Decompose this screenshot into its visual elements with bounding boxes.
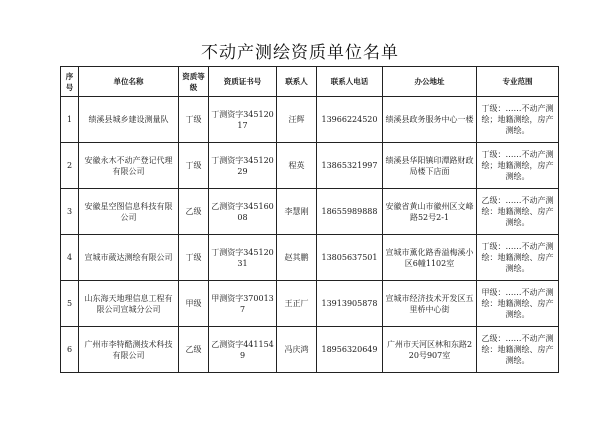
cell-grade: 甲级 [179, 281, 209, 327]
cell-grade: 丁级 [179, 97, 209, 143]
cell-grade: 乙级 [179, 189, 209, 235]
table-row [61, 97, 559, 143]
table-row [61, 327, 559, 373]
header-contact: 联系人 [277, 67, 317, 97]
cell-phone: 18655989888 [317, 189, 383, 235]
cell-phone: 13865321997 [317, 143, 383, 189]
cell-contact: 王正厂 [277, 281, 317, 327]
header-phone: 联系人电话 [317, 67, 383, 97]
cell-phone: 18956320649 [317, 327, 383, 373]
cell-scope: 乙级：……不动产测绘：地籍测绘、房产测绘。 [477, 189, 559, 235]
cell-scope: 乙级：……不动产测绘：地籍测绘、房产测绘。 [477, 327, 559, 373]
cell-seq: 4 [61, 235, 79, 281]
table-row [61, 235, 559, 281]
cell-name: 山东海天地理信息工程有限公司宣城分公司 [79, 281, 179, 327]
cell-seq: 6 [61, 327, 79, 373]
header-name: 单位名称 [79, 67, 179, 97]
cell-seq: 5 [61, 281, 79, 327]
cell-scope: 甲级：……不动产测绘：地籍测绘、房产测绘。 [477, 281, 559, 327]
cell-name: 安徽永木不动产登记代理有限公司 [79, 143, 179, 189]
cell-contact: 程英 [277, 143, 317, 189]
cell-cert: 乙测资字34516008 [209, 189, 277, 235]
header-seq: 序号 [61, 67, 79, 97]
cell-address: 广州市天河区林和东路220号907室 [383, 327, 477, 373]
cell-grade: 丁级 [179, 235, 209, 281]
table-row [61, 189, 559, 235]
cell-cert: 丁测资字34512031 [209, 235, 277, 281]
cell-phone: 13913905878 [317, 281, 383, 327]
cell-cert: 丁测资字34512017 [209, 97, 277, 143]
cell-phone: 13966224520 [317, 97, 383, 143]
cell-grade: 丁级 [179, 143, 209, 189]
cell-address: 安徽省黄山市徽州区文峰路52号2-1 [383, 189, 477, 235]
cell-scope: 丁级：……不动产测绘；地籍测绘，房产测绘。 [477, 97, 559, 143]
header-scope: 专业范围 [477, 67, 559, 97]
cell-cert: 丁测资字34512029 [209, 143, 277, 189]
cell-cert: 乙测资字4411549 [209, 327, 277, 373]
cell-address: 绩溪县华阳镇印潭路财政局楼下店面 [383, 143, 477, 189]
qualification-table [60, 66, 559, 373]
cell-contact: 冯庆鸿 [277, 327, 317, 373]
cell-address: 绩溪县政务服务中心一楼 [383, 97, 477, 143]
cell-address: 宣城市薰化路香溢梅溪小区6幢1102室 [383, 235, 477, 281]
header-grade: 资质等级 [179, 67, 209, 97]
cell-scope: 丁级：……不动产测绘；地籍测绘，房产测绘。 [477, 143, 559, 189]
header-address: 办公地址 [383, 67, 477, 97]
cell-contact: 赵其鹏 [277, 235, 317, 281]
cell-name: 绩溪县城乡建设测量队 [79, 97, 179, 143]
cell-seq: 3 [61, 189, 79, 235]
document-title: 不动产测绘资质单位名单 [201, 43, 399, 63]
cell-phone: 13805637501 [317, 235, 383, 281]
header-cert: 资质证书号 [209, 67, 277, 97]
cell-cert: 甲测资字3700137 [209, 281, 277, 327]
cell-contact: 汪辉 [277, 97, 317, 143]
cell-seq: 1 [61, 97, 79, 143]
cell-contact: 李慧刚 [277, 189, 317, 235]
cell-seq: 2 [61, 143, 79, 189]
cell-scope: 丁级：……不动产测绘：地籍测绘、房产测绘。 [477, 235, 559, 281]
cell-address: 宣城市经济技术开发区五里桥中心街 [383, 281, 477, 327]
cell-name: 宣城市葳达测绘有限公司 [79, 235, 179, 281]
table-header-row [61, 67, 559, 97]
table-row [61, 281, 559, 327]
cell-name: 广州市李特酷测技术科技有限公司 [79, 327, 179, 373]
cell-name: 安徽星空图信息科技有限公司 [79, 189, 179, 235]
table-row [61, 143, 559, 189]
cell-grade: 乙级 [179, 327, 209, 373]
